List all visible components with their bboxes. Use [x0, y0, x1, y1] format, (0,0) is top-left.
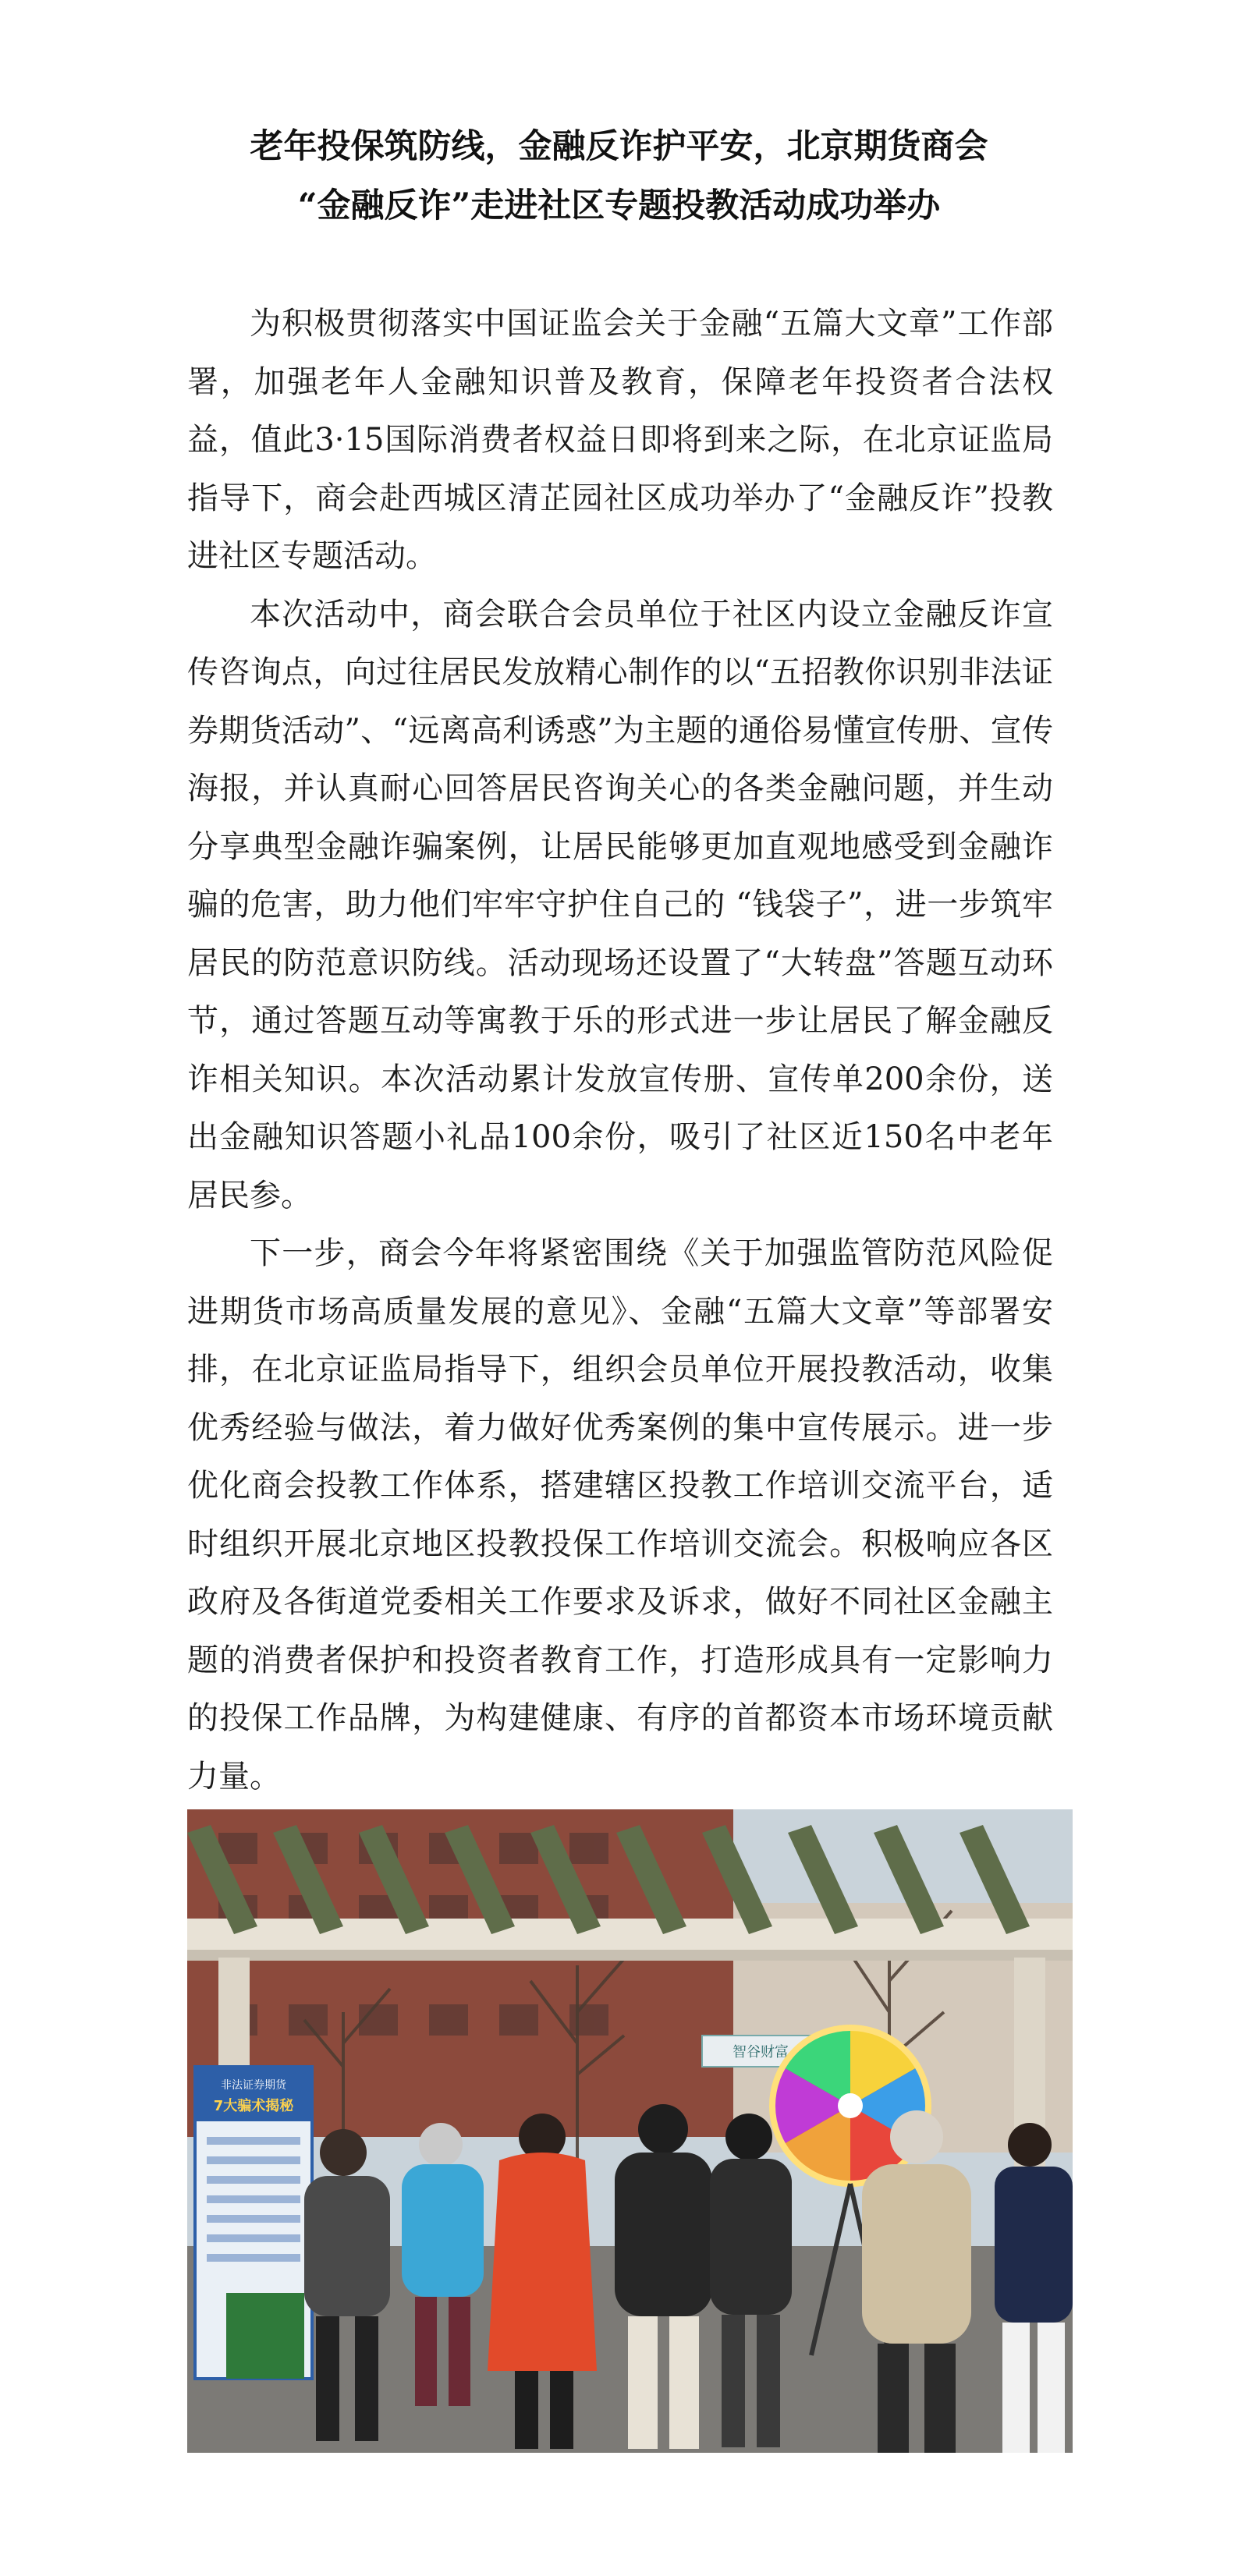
- wall-sign-text: 智谷财富: [733, 2044, 789, 2060]
- event-photo: [187, 1809, 1073, 2453]
- paragraph-1: 为积极贯彻落实中国证监会关于金融“五篇大文章”工作部署，加强老年人金融知识普及教育，保障老年投资者合法权益，值此3·15国际消费者权益日即将到来之际，在北京证监局指导下，商会赴西城区清芷园社区成功举办了“金融反诈”投教进社区专题活动。: [187, 306, 1053, 574]
- banner-text-2: 7大骗术揭秘: [213, 2098, 294, 2114]
- paragraph-2: 本次活动中，商会联合会员单位于社区内设立金融反诈宣传咨询点，向过往居民发放精心制作的以“五招教你识别非法证券期货活动”、“远离高利诱惑”为主题的通俗易懂宣传册、宣传海报，并认真耐心回答居民咨询关心的各类金融问题，并生动分享典型金融诈骗案例，让居民能够更加直观地感受到金融诈骗的危害，助力他们牢牢守护住自己的 “钱袋子”，进一步筑牢居民的防范意识防线。活动现场还设置了“大转盘”答题互动环节，通过答题互动等寓教于乐的形式进一步让居民了解金融反诈相关知识。本次活动累计发放宣传册、宣传单200余份，送出金融知识答题小礼品100余份，吸引了社区近150名中老年居民参。: [187, 596, 1053, 1214]
- title-line-1: 老年投保筑防线，金融反诈护平安，北京期货商会: [250, 127, 988, 166]
- event-photo-illustration: [187, 1809, 1073, 2453]
- article-title: [140, 117, 1098, 236]
- title-line-2: “金融反诈”走进社区专题投教活动成功举办: [297, 186, 941, 225]
- article-body: [187, 295, 1053, 1805]
- banner-text-1: 非法证券期货: [221, 2079, 286, 2092]
- paragraph-3: 下一步，商会今年将紧密围绕《关于加强监管防范风险促进期货市场高质量发展的意见》、金融“五篇大文章”等部署安排，在北京证监局指导下，组织会员单位开展投教活动，收集优秀经验与做法，着力做好优秀案例的集中宣传展示。进一步优化商会投教工作体系，搭建辖区投教工作培训交流平台，适时组织开展北京地区投教投保工作培训交流会。积极响应各区政府及各街道党委相关工作要求及诉求，做好不同社区金融主题的消费者保护和投资者教育工作，打造形成具有一定影响力的投保工作品牌，为构建健康、有序的首都资本市场环境贡献力量。: [187, 1235, 1053, 1795]
